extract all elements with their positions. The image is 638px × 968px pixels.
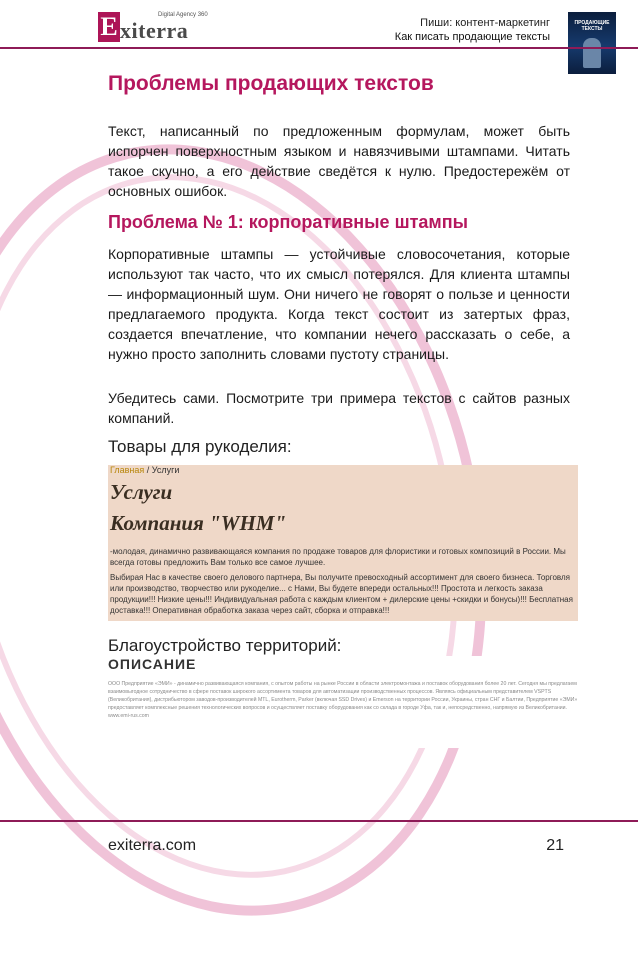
intro-paragraph: Текст, написанный по предложенным формулам, может быть испорчен поверхностным языком и навязчивыми штампами. Читать такое скучно, а его действие сведётся к нулю. Предостережём от основных ошибок. — [108, 123, 570, 199]
example2-label: Благоустройство территорий: — [108, 636, 342, 655]
header-book-title: Как писать продающие тексты — [394, 31, 550, 43]
page-title: Проблемы продающих текстов — [108, 72, 434, 95]
book-cover-thumbnail — [568, 12, 616, 74]
footer-site-link[interactable]: exiterra.com — [108, 837, 197, 854]
header-series: Пиши: контент-маркетинг — [420, 17, 550, 29]
example1-heading-company: Компания "WHM" — [110, 511, 287, 535]
cover-title: ПРОДАЮЩИЕ ТЕКСТЫ — [574, 20, 610, 32]
example2-heading: ОПИСАНИЕ — [108, 656, 197, 672]
exiterra-logo[interactable] — [98, 12, 208, 46]
problem-paragraph: Корпоративные штампы — устойчивые словосочетания, которые используют так часто, что их смысл потерялся. Для клиента штампы — информационный шум. Они ничего не говорят о пользе и ценности предлагаемого продукта. Когда текст состоит из затертых фраз, создается впечатление, что компании нечего рассказать о себе, а нужно просто заполнить словами пустоту страницы. — [108, 246, 570, 362]
logo-tagline: Digital Agency 360 — [158, 12, 208, 18]
cover-figure — [583, 38, 601, 68]
page-number: 21 — [546, 837, 564, 854]
example1-breadcrumb — [110, 465, 179, 475]
example2-text: ООО Предприятие «ЭМИ» - динамично развивающаяся компания, с опытом работы на рынке России в области электромонтажа и поставок оборудования более 20 лет. Сегодня мы предлагаем взаимовыгодное сотрудничество в сфере поставок широкого ассортимента товаров для автоматизации производственных процессов. Являясь официальным представителем VSPTS (Великобритания), дистрибьютором заводов-производителей MTL, Eurotherm, Parker (включая SSD Drives) и Emerson на территории России, Украины, стран СНГ и Балтии, Предприятие «ЭМИ» предоставляет комплексные решения технологических вопросов и осуществляет поставку оборудования как со склада в городе Уфа, так и, непосредственно, напрямую из Великобритании. www.emi-rus.com — [108, 681, 578, 719]
example1-text-intro: -молодая, динамично развивающаяся компания по продаже товаров для флористики и готовых композиций в России. Мы всегда готовы предложить Вам только все самое лучшее. — [110, 547, 566, 567]
logo-wordmark: xiterra — [120, 18, 189, 43]
example1-screenshot — [108, 465, 578, 621]
example1-text-offer: Выбирая Нас в качестве своего делового партнера, Вы получите превосходный ассортимент для своего бизнеса. Торговля или производство, творчество или рукоделие... с Нами, Вы будете впереди остальных!!! Простота и легкость заказа продукции!!! Низкие цены!!! Индивидуальная работа с каждым клиентом + дилерские цены +скидки и бонусы)!!! Бесплатная доставка!!! Оперативная обработка заказа через сайт, сборка и отправка!!! — [110, 573, 573, 615]
examples-intro-paragraph: Убедитесь сами. Посмотрите три примера текстов с сайтов разных компаний. — [108, 390, 570, 426]
example1-breadcrumb-home: Главная — [110, 465, 145, 475]
example1-breadcrumb-current: / Услуги — [144, 465, 180, 475]
problem-heading: Проблема № 1: корпоративные штампы — [108, 212, 468, 232]
logo-mark: E — [98, 12, 120, 42]
footer-divider — [0, 820, 638, 822]
header-book-info — [395, 17, 550, 44]
example1-label: Товары для рукоделия: — [108, 437, 292, 456]
example1-heading-services: Услуги — [110, 480, 173, 504]
example2-screenshot — [108, 656, 583, 748]
header-divider — [0, 47, 638, 49]
